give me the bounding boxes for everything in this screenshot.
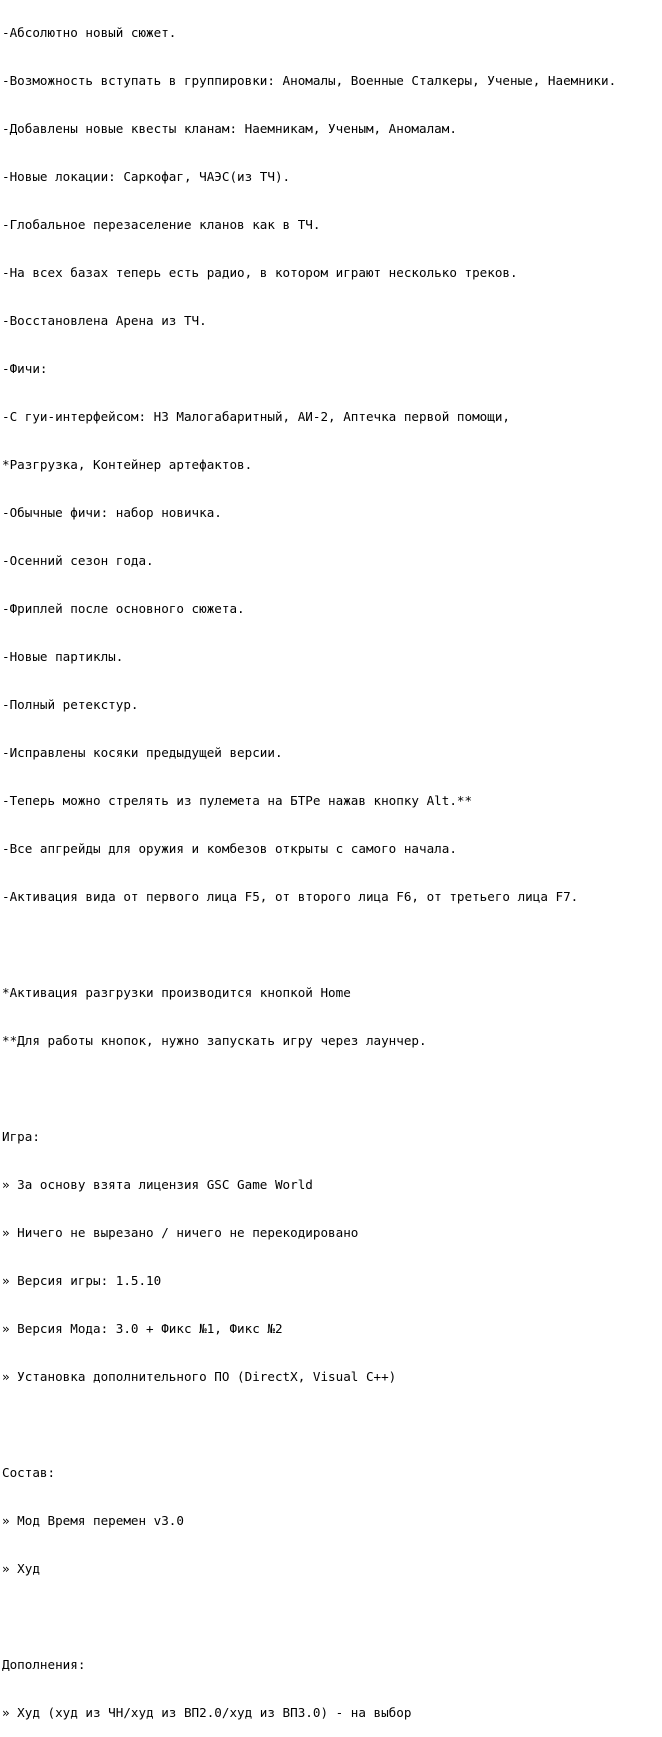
- blank-line: [2, 936, 662, 954]
- text-line: -Фичи:: [2, 361, 48, 376]
- text-line: -Абсолютно новый сюжет.: [2, 25, 177, 40]
- text-line: » Версия Мода: 3.0 + Фикс №1, Фикс №2: [2, 1321, 283, 1336]
- section-heading-additions: Дополнения:: [2, 1657, 86, 1672]
- blank-line: [2, 1608, 662, 1626]
- text-line: *Активация разгрузки производится кнопкой Home: [2, 985, 351, 1000]
- text-line: -Все апгрейды для оружия и комбезов открыты с самого начала.: [2, 841, 457, 856]
- text-line: -Обычные фичи: набор новичка.: [2, 505, 222, 520]
- text-line: » Худ: [2, 1561, 40, 1576]
- text-line: **Для работы кнопок, нужно запускать игру через лаунчер.: [2, 1033, 427, 1048]
- section-heading-game: Игра:: [2, 1129, 40, 1144]
- text-line: » Худ (худ из ЧН/худ из ВП2.0/худ из ВП3.0) - на выбор: [2, 1705, 412, 1720]
- text-line: -Фриплей после основного сюжета.: [2, 601, 245, 616]
- blank-line: [2, 1080, 662, 1098]
- text-line: » За основу взята лицензия GSC Game World: [2, 1177, 313, 1192]
- text-line: -На всех базах теперь есть радио, в котором играют несколько треков.: [2, 265, 518, 280]
- text-line: » Установка дополнительного ПО (DirectX, Visual C++): [2, 1369, 397, 1384]
- text-line: » Мод Время перемен v3.0: [2, 1513, 184, 1528]
- text-line: -Исправлены косяки предыдущей версии.: [2, 745, 283, 760]
- section-heading-contents: Состав:: [2, 1465, 56, 1480]
- text-line: -Добавлены новые квесты кланам: Наемникам, Ученым, Аномалам.: [2, 121, 457, 136]
- text-line: -Восстановлена Арена из ТЧ.: [2, 313, 207, 328]
- text-line: -Активация вида от первого лица F5, от второго лица F6, от третьего лица F7.: [2, 889, 579, 904]
- text-line: -Полный ретекстур.: [2, 697, 139, 712]
- text-line: » Ничего не вырезано / ничего не перекодировано: [2, 1225, 359, 1240]
- text-line: *Разгрузка, Контейнер артефактов.: [2, 457, 253, 472]
- text-line: -Возможность вступать в группировки: Аномалы, Военные Сталкеры, Ученые, Наемники.: [2, 73, 617, 88]
- text-line: -Теперь можно стрелять из пулемета на БТРе нажав кнопку Alt.**: [2, 793, 473, 808]
- text-line: -Новые партиклы.: [2, 649, 124, 664]
- text-line: -С гуи-интерфейсом: НЗ Малогабаритный, АИ-2, Аптечка первой помощи,: [2, 409, 510, 424]
- text-line: -Осенний сезон года.: [2, 553, 154, 568]
- blank-line: [2, 1416, 662, 1434]
- text-line: » Версия игры: 1.5.10: [2, 1273, 162, 1288]
- text-line: -Глобальное перезаселение кланов как в ТЧ.: [2, 217, 321, 232]
- text-line: -Новые локации: Саркофаг, ЧАЭС(из ТЧ).: [2, 169, 291, 184]
